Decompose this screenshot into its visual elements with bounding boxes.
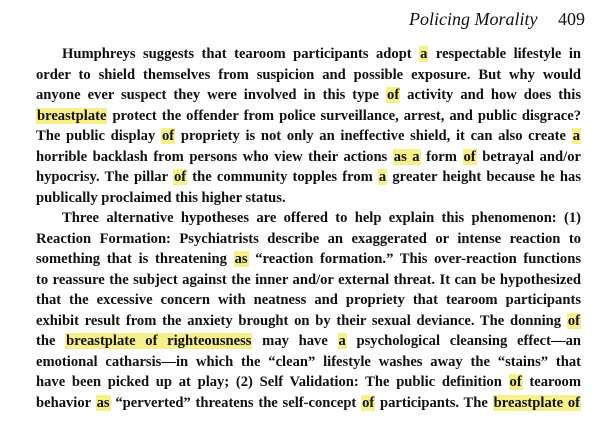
text-segment: betrayal and/or (476, 148, 581, 165)
text-segment: greater height because he has (387, 169, 581, 185)
text-segment: anyone ever suspect they were involved in this type (36, 87, 387, 103)
highlighted-text: as (234, 251, 248, 267)
text-segment: may have (252, 333, 338, 349)
text-line (36, 106, 581, 127)
text-segment: The public display (36, 128, 161, 144)
text-segment: exhibit result from the anxiety brought on by their sexual deviance. The donning (36, 312, 567, 329)
text-line (36, 147, 581, 168)
text-line (36, 229, 581, 250)
highlighted-text: of (161, 128, 175, 144)
text-segment: the (36, 333, 66, 349)
text-segment: the community topples from (187, 169, 378, 185)
highlighted-text: as a (393, 148, 420, 165)
text-segment: form (420, 148, 463, 165)
text-segment: Reaction Formation: Psychiatrists describe an exaggerated or intense reaction to (36, 230, 581, 247)
text-line (36, 290, 581, 311)
text-segment: “reaction formation.” This over-reaction functions (248, 251, 581, 267)
text-segment: propriety is not only an ineffective shield, it can also create (175, 128, 572, 144)
text-segment: something that is threatening (36, 251, 234, 267)
text-line (36, 249, 581, 270)
highlighted-text: a (378, 169, 387, 185)
text-segment: psychological cleansing effect—an (346, 333, 581, 349)
text-line (36, 372, 581, 393)
text-line (36, 65, 581, 86)
highlighted-text: of (509, 374, 522, 390)
highlighted-text: of (173, 169, 187, 185)
text-segment: that the excessive concern with neatness and propriety that tearoom participants (36, 292, 581, 308)
text-segment: behavior (36, 394, 96, 411)
text-segment: to reassure the subject against the inner and/or external threat. It can be hypothesized (36, 271, 581, 288)
text-line (36, 393, 581, 414)
text-segment: respectable lifestyle in (428, 46, 581, 62)
page-number: 409 (558, 9, 585, 29)
text-segment: tearoom (522, 374, 581, 390)
text-line (36, 331, 581, 352)
highlighted-text: of (463, 148, 476, 165)
text-line (36, 208, 581, 229)
text-line (36, 126, 581, 147)
text-line (36, 352, 581, 373)
text-segment: have been picked up at play; (2) Self Validation: The public definition (36, 374, 509, 390)
highlighted-text: as (96, 394, 110, 411)
text-segment: activity and how does this (400, 87, 582, 103)
text-segment: order to shield themselves from suspicion and possible exposure. But why would (36, 66, 581, 83)
text-segment: protect the offender from police surveillance, arrest, and public disgrace? (107, 107, 581, 124)
body-text (36, 44, 581, 413)
text-segment: Humphreys suggests that tearoom participants adopt (62, 46, 420, 62)
text-line (36, 311, 581, 332)
highlighted-text: a (338, 333, 346, 349)
highlighted-text: breastplate of (493, 394, 580, 411)
text-segment: publically proclaimed this higher status. (36, 189, 286, 206)
text-line (36, 167, 581, 188)
running-title: Policing Morality (409, 9, 538, 29)
text-segment: emotional catharsis—in which the “clean” lifestyle washes away the “stains” that (36, 353, 581, 370)
text-segment: “perverted” threatens the self-concept (110, 394, 362, 411)
text-line (36, 270, 581, 291)
text-segment: Three alternative hypotheses are offered to help explain this phenomenon: (1) (62, 210, 581, 226)
highlighted-text: of (387, 87, 400, 103)
running-head (409, 8, 585, 30)
text-segment: horrible backlash from persons who view their actions (36, 148, 393, 165)
text-line (36, 188, 581, 209)
highlighted-text: breastplate of righteousness (66, 333, 252, 349)
text-segment: hypocrisy. The pillar (36, 169, 173, 185)
highlighted-text: a (572, 128, 580, 144)
highlighted-text: a (420, 46, 428, 62)
highlighted-text: of (362, 394, 375, 411)
text-line (36, 85, 581, 106)
text-line (36, 44, 581, 65)
highlighted-text: of (567, 312, 580, 329)
text-segment: participants. The (375, 394, 493, 411)
highlighted-text: breastplate (37, 107, 107, 124)
